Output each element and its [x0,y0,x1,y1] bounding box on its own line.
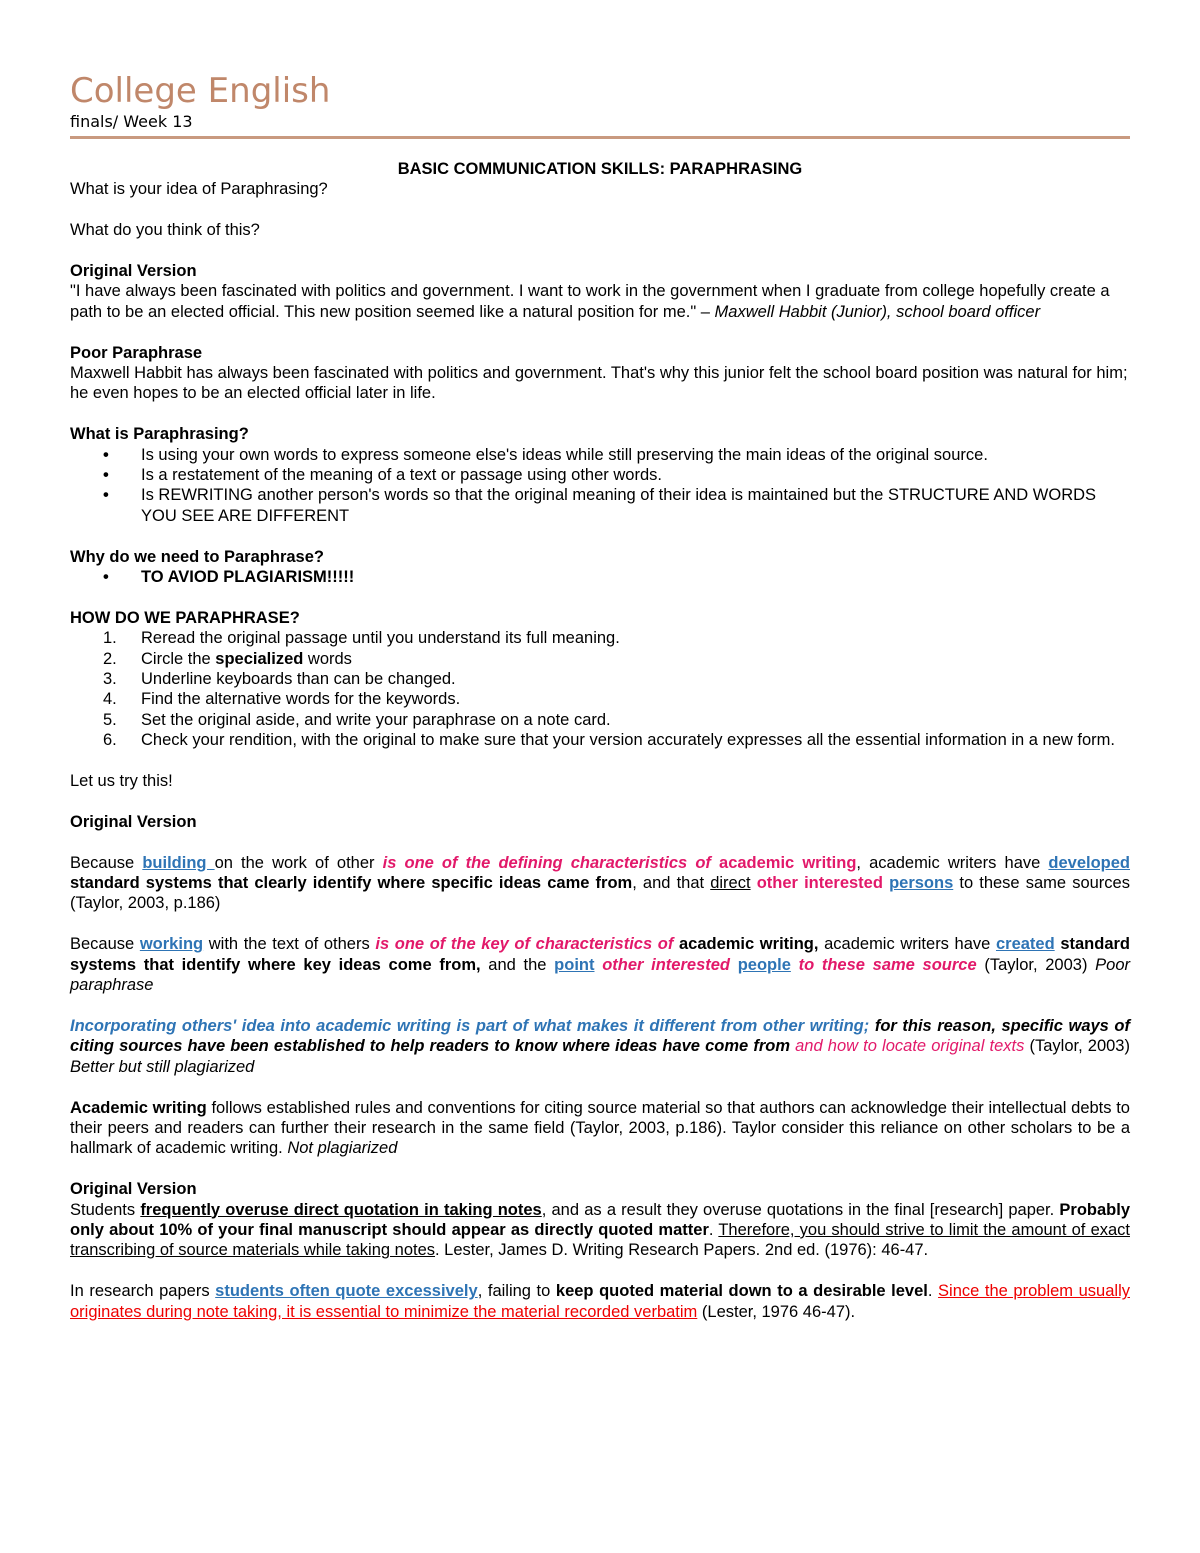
example-original-paragraph: Because building on the work of other is one of the defining characteristics of academic writing, academic writers have developed standard systems that clearly identify where specific ideas came from, and that direct other interested persons to these same sources (Taylor, 2003, p.186) [70,853,1131,913]
lester-original-paragraph: Students frequently overuse direct quotation in taking notes, and as a result they overuse quotations in the final [research] paper. Probably only about 10% of your final manuscript should appear as directly quoted matter. Therefore, you should strive to limit the amount of exact transcribing of source materials while taking notes. Lester, James D. Writing Research Papers. 2nd ed. (1976): 46-47. [70,1200,1131,1260]
question-idea: What is your idea of Paraphrasing? [70,180,328,199]
quote-attribution: Maxwell Habbit (Junior), school board officer [714,302,1041,321]
steps-list [70,628,1130,750]
try-this-text: Let us try this! [70,772,173,791]
list-item: • Is REWRITING another person's words so that the original meaning of their idea is maintained but the STRUCTURE AND WORDS YOU SEE ARE DIFFERENT [70,485,1130,526]
header-subtitle: finals/ Week 13 [70,112,193,131]
list-item: 5. Set the original aside, and write your paraphrase on a note card. [103,710,611,729]
poor-paraphrase-heading: Poor Paraphrase [70,343,203,362]
list-item: 4. Find the alternative words for the keywords. [103,690,461,709]
list-item: 6. Check your rendition, with the original to make sure that your version accurately expresses all the essential information in a new form. [103,731,1115,750]
definition-list [70,445,1130,527]
question-think: What do you think of this? [70,221,260,240]
original-version-quote [70,281,1130,322]
example-better-paragraph: Incorporating others' idea into academic writing is part of what makes it different from other writing; for this reason, specific ways of citing sources have been established to help readers to know where ideas have come from and how to locate original texts (Taylor, 2003) Better but still plagiarized [70,1016,1130,1076]
why-list [70,567,1130,587]
header-divider [70,136,1130,139]
lester-paraphrase-paragraph: In research papers students often quote excessively, failing to keep quoted material down to a desirable level. Since the problem usually originates during note taking, it is essential to minimize the material recorded verbatim (Lester, 1976 46-47). [70,1282,1130,1321]
example-not-plagiarized-paragraph: Academic writing follows established rules and conventions for citing source material so that authors can acknowledge their intellectual debts to their peers and readers can further their research in the same field (Taylor, 2003, p.186). Taylor consider this reliance on other scholars to be a hallmark of academic writing. Not plagiarized [70,1098,1130,1158]
example-poor-paragraph: Because working with the text of others is one of the key of characteristics of academic writing, academic writers have created standard systems that identify where key ideas come from, and the point other interested people to these same source (Taylor, 2003) Poor paraphrase [70,935,1130,995]
original-version-heading-2: Original Version [70,812,197,831]
list-item: • TO AVIOD PLAGIARISM!!!!! [70,567,1130,587]
header-title: College English [70,71,331,111]
poor-paraphrase-text: Maxwell Habbit has always been fascinated with politics and government. That's why this junior felt the school board position was natural for him; he even hopes to be an elected official later in life. [70,364,1128,403]
list-item: 3. Underline keyboards than can be changed. [103,670,456,689]
list-item: 1. Reread the original passage until you understand its full meaning. [103,629,620,648]
why-paraphrase-heading: Why do we need to Paraphrase? [70,547,324,566]
original-version-heading: Original Version [70,262,197,280]
original-version-heading-3: Original Version [70,1180,197,1199]
how-to-paraphrase-heading: HOW DO WE PARAPHRASE? [70,608,300,627]
list-item: • Is a restatement of the meaning of a text or passage using other words. [70,465,1130,485]
document-body [70,159,1130,1322]
what-is-paraphrasing-heading: What is Paraphrasing? [70,425,249,444]
page-heading: BASIC COMMUNICATION SKILLS: PARAPHRASING [397,160,803,178]
list-item: • Is using your own words to express someone else's ideas while still preserving the main ideas of the original source. [70,445,1130,465]
quote-text: "I have always been fascinated with politics and government. I want to work in the government when I graduate from college hopefully create a path to be an elected official. This new position seemed like a natural position for me." – [70,282,1110,321]
list-item: 2. Circle the specialized words [103,649,352,668]
